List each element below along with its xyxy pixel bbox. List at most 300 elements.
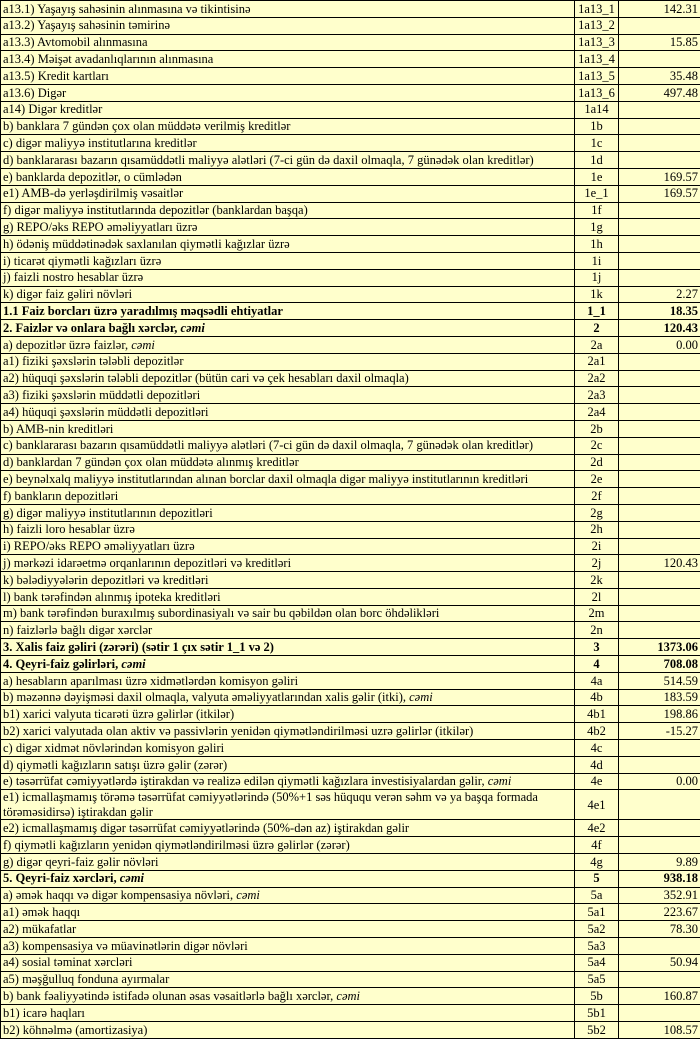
row-value xyxy=(619,740,700,757)
row-code: 4e2 xyxy=(575,820,619,837)
table-row-2j xyxy=(1,555,700,572)
table-row-4e xyxy=(1,773,700,790)
financial-report-table-body xyxy=(1,1,700,1039)
row-code: 5b2 xyxy=(575,1022,619,1039)
row-value: 0.00 xyxy=(619,773,700,790)
row-value: 169.57 xyxy=(619,168,700,185)
row-label xyxy=(1,437,575,454)
row-value xyxy=(619,118,700,135)
row-label-text: n) faizlərlə bağlı digər xərclər xyxy=(3,623,153,638)
row-code: 1f xyxy=(575,202,619,219)
row-label-text: 5. Qeyri-faiz xərcləri, xyxy=(3,871,120,886)
row-value xyxy=(619,504,700,521)
row-value xyxy=(619,622,700,639)
row-code: 1c xyxy=(575,135,619,152)
row-label xyxy=(1,820,575,837)
row-value xyxy=(619,1005,700,1022)
row-label-text: d) banklardan 7 gündən çox olan müddətə alınmış kreditlər xyxy=(3,455,299,470)
table-row-2a3 xyxy=(1,387,700,404)
row-code: 2b xyxy=(575,420,619,437)
row-label xyxy=(1,488,575,505)
table-row-1h xyxy=(1,236,700,253)
row-label-italic-suffix: cəmi xyxy=(487,774,512,789)
row-value: 160.87 xyxy=(619,988,700,1005)
table-row-1a13_1 xyxy=(1,1,700,18)
row-value: 2.27 xyxy=(619,286,700,303)
row-label-italic-suffix: cəmi xyxy=(336,989,361,1004)
row-label-text: a13.6) Digər xyxy=(3,85,67,100)
row-value: 35.48 xyxy=(619,68,700,85)
row-code: 5a xyxy=(575,887,619,904)
row-label-italic-suffix: cəmi xyxy=(121,656,146,671)
row-label-text: j) mərkəzi idarəetmə orqanlarının depozitləri və kreditləri xyxy=(3,555,292,570)
row-code: 4b2 xyxy=(575,723,619,740)
table-row-4b1 xyxy=(1,706,700,723)
row-label xyxy=(1,202,575,219)
row-label-text: 1.1 Faiz borcları üzrə yaradılmış məqsədli ehtiyatlar xyxy=(3,303,283,318)
row-label-text: a2) hüquqi şəxslərin tələbli depozitlər (bütün cari və çek hesabları daxil olmaqla) xyxy=(3,371,409,386)
row-label-text: c) banklararası bazarın qısamüddətli maliyyə alətləri (7-ci gün də daxil olmaqla, 7 günədək olan kreditlər) xyxy=(3,438,534,453)
table-row-1b xyxy=(1,118,700,135)
row-value xyxy=(619,387,700,404)
row-code: 1a13_4 xyxy=(575,51,619,68)
table-row-1a13_5 xyxy=(1,68,700,85)
row-label xyxy=(1,84,575,101)
row-label-text: h) ödəniş müddətinədək saxlanılan qiymətli kağızlar üzrə xyxy=(3,236,290,251)
row-value xyxy=(619,971,700,988)
table-row-1e xyxy=(1,168,700,185)
row-label-text: a1) əmək haqqı xyxy=(3,905,81,920)
table-row-1a14 xyxy=(1,101,700,118)
row-label-text: a1) fiziki şəxslərin tələbli depozitlər xyxy=(3,354,184,369)
table-row-4e2 xyxy=(1,820,700,837)
table-row-5a3 xyxy=(1,938,700,955)
table-row-5b1 xyxy=(1,1005,700,1022)
row-label-text: a13.3) Avtomobil alınmasına xyxy=(3,35,148,50)
row-code: 4e xyxy=(575,773,619,790)
row-label xyxy=(1,303,575,320)
table-row-2f xyxy=(1,488,700,505)
row-code: 5 xyxy=(575,870,619,887)
row-label xyxy=(1,34,575,51)
table-row-2a4 xyxy=(1,404,700,421)
row-value: 514.59 xyxy=(619,672,700,689)
row-code: 2e xyxy=(575,471,619,488)
row-code: 1a14 xyxy=(575,101,619,118)
row-label-text: k) digər faiz gəliri növləri xyxy=(3,287,133,302)
row-value xyxy=(619,454,700,471)
row-label-text: e) təsərrüfat cəmiyyətlərdə iştirakdan və realizə edilən qiymətli kağızlara investisiyalardan gəlir, xyxy=(3,774,488,789)
row-value xyxy=(619,135,700,152)
row-label xyxy=(1,723,575,740)
row-code: 2k xyxy=(575,572,619,589)
row-value xyxy=(619,219,700,236)
row-value: 198.86 xyxy=(619,706,700,723)
row-label xyxy=(1,1,575,18)
row-value xyxy=(619,370,700,387)
row-label-text: a3) fiziki şəxslərin müddətli depozitləri xyxy=(3,387,201,402)
row-code: 5b xyxy=(575,988,619,1005)
row-label-text: b1) icarə haqları xyxy=(3,1005,85,1020)
row-code: 1g xyxy=(575,219,619,236)
row-label xyxy=(1,672,575,689)
row-label xyxy=(1,954,575,971)
row-label xyxy=(1,387,575,404)
row-code: 2h xyxy=(575,521,619,538)
row-value: 50.94 xyxy=(619,954,700,971)
row-code: 5a1 xyxy=(575,904,619,921)
row-code: 2a3 xyxy=(575,387,619,404)
row-value: 497.48 xyxy=(619,84,700,101)
row-code: 1a13_3 xyxy=(575,34,619,51)
row-code: 1h xyxy=(575,236,619,253)
row-label xyxy=(1,68,575,85)
row-label xyxy=(1,286,575,303)
table-row-4b2 xyxy=(1,723,700,740)
row-label xyxy=(1,471,575,488)
row-label xyxy=(1,887,575,904)
row-label xyxy=(1,353,575,370)
row-label-text: e2) icmallaşmamış digər təsərrüfat cəmiyyətlərində (50%-dən az) iştirakdan gəlir xyxy=(3,821,410,836)
row-code: 1a13_2 xyxy=(575,17,619,34)
row-code: 1a13_5 xyxy=(575,68,619,85)
row-value: 142.31 xyxy=(619,1,700,18)
table-row-1a13_3 xyxy=(1,34,700,51)
row-label-text: a13.4) Məişət avadanlıqlarının alınmasına xyxy=(3,52,214,67)
table-row-2h xyxy=(1,521,700,538)
table-row-2l xyxy=(1,588,700,605)
row-value xyxy=(619,353,700,370)
table-row-2e xyxy=(1,471,700,488)
row-label xyxy=(1,639,575,656)
table-row-4e1 xyxy=(1,790,700,820)
row-value xyxy=(619,202,700,219)
row-label-text: f) digər maliyyə institutlarında depozitlər (banklardan başqa) xyxy=(3,203,308,218)
row-label xyxy=(1,454,575,471)
row-label-text: a) hesabların aparılması üzrə xidmətlərdən komisyon gəliri xyxy=(3,673,299,688)
row-label-text: b) AMB-nin kreditləri xyxy=(3,421,114,436)
row-label-text: a5) məşğulluq fonduna ayırmalar xyxy=(3,972,170,987)
row-code: 2l xyxy=(575,588,619,605)
row-label xyxy=(1,51,575,68)
row-value xyxy=(619,837,700,854)
row-label xyxy=(1,185,575,202)
row-label-text: a3) kompensasiya və müavinətlərin digər növləri xyxy=(3,938,248,953)
row-label-text: c) digər maliyyə institutlarına kreditlər xyxy=(3,136,197,151)
row-label-text: a13.2) Yaşayış sahəsinin təmirinə xyxy=(3,18,170,33)
row-label-text: a4) hüquqi şəxslərin müddətli depozitləri xyxy=(3,404,209,419)
table-row-5b2 xyxy=(1,1022,700,1039)
row-value: 120.43 xyxy=(619,320,700,337)
row-label xyxy=(1,219,575,236)
row-code: 2m xyxy=(575,605,619,622)
table-row-1_1 xyxy=(1,303,700,320)
table-row-2c xyxy=(1,437,700,454)
row-value xyxy=(619,236,700,253)
row-value xyxy=(619,756,700,773)
row-code: 5a4 xyxy=(575,954,619,971)
row-value xyxy=(619,605,700,622)
row-label xyxy=(1,938,575,955)
row-code: 1b xyxy=(575,118,619,135)
row-label-text: a13.5) Kredit kartları xyxy=(3,68,109,83)
table-row-1c xyxy=(1,135,700,152)
row-code: 3 xyxy=(575,639,619,656)
row-value: 352.91 xyxy=(619,887,700,904)
table-row-1k xyxy=(1,286,700,303)
row-label-italic-suffix: cəmi xyxy=(409,690,433,705)
row-label-text: b2) xarici valyutada olan aktiv və passivlərin yenidən qiymətləndirilməsi uzrə gəlirlər (itkilər) xyxy=(3,723,474,738)
row-code: 4b xyxy=(575,689,619,706)
row-code: 2a2 xyxy=(575,370,619,387)
row-label-text: b1) xarici valyuta ticarəti üzrə gəlirlər (itkilər) xyxy=(3,707,235,722)
row-label xyxy=(1,555,575,572)
table-row-2m xyxy=(1,605,700,622)
row-label-text: l) bank tərəfindən alınmış ipoteka kreditləri xyxy=(3,589,221,604)
row-value xyxy=(619,521,700,538)
row-label-text: b) bank fəaliyyətində istifadə olunan əsas vəsaitlərlə bağlı xərclər, xyxy=(3,989,337,1004)
row-code: 4c xyxy=(575,740,619,757)
row-label-text: c) digər xidmət növlərindən komisyon gəliri xyxy=(3,740,225,755)
row-code: 2f xyxy=(575,488,619,505)
row-label xyxy=(1,269,575,286)
row-code: 2n xyxy=(575,622,619,639)
row-code: 2d xyxy=(575,454,619,471)
row-code: 1e_1 xyxy=(575,185,619,202)
row-label-text: d) qiymətli kağızların satışı üzrə gəlir (zərər) xyxy=(3,757,228,772)
row-label xyxy=(1,168,575,185)
table-row-1a13_6 xyxy=(1,84,700,101)
row-label xyxy=(1,370,575,387)
row-label xyxy=(1,588,575,605)
row-label xyxy=(1,420,575,437)
row-label xyxy=(1,320,575,337)
row-label xyxy=(1,854,575,871)
row-label xyxy=(1,921,575,938)
row-value xyxy=(619,790,700,820)
row-label-text: b2) köhnəlmə (amortizasiya) xyxy=(3,1022,148,1037)
row-code: 1i xyxy=(575,252,619,269)
table-row-4d xyxy=(1,756,700,773)
row-label-text: k) bələdiyyələrin depozitləri və kreditləri xyxy=(3,572,209,587)
row-code: 1e xyxy=(575,168,619,185)
row-code: 2g xyxy=(575,504,619,521)
row-label-text: h) faizli loro hesablar üzrə xyxy=(3,522,135,537)
row-label xyxy=(1,135,575,152)
row-code: 1_1 xyxy=(575,303,619,320)
row-value: 18.35 xyxy=(619,303,700,320)
row-value: 183.59 xyxy=(619,689,700,706)
table-row-4f xyxy=(1,837,700,854)
row-label xyxy=(1,152,575,169)
row-value: 1373.06 xyxy=(619,639,700,656)
row-value xyxy=(619,820,700,837)
row-label-text: a4) sosial təminat xərcləri xyxy=(3,955,133,970)
row-label xyxy=(1,904,575,921)
row-label-text: e) beynəlxalq maliyyə institutlarından alınan borclar daxil olmaqla digər maliyyə institutlarının kreditləri xyxy=(3,471,529,486)
row-code: 1j xyxy=(575,269,619,286)
row-value: 169.57 xyxy=(619,185,700,202)
table-row-2i xyxy=(1,538,700,555)
row-code: 5a5 xyxy=(575,971,619,988)
row-label xyxy=(1,404,575,421)
table-row-1i xyxy=(1,252,700,269)
row-code: 1a13_6 xyxy=(575,84,619,101)
row-code: 1a13_1 xyxy=(575,1,619,18)
row-value: 223.67 xyxy=(619,904,700,921)
row-label xyxy=(1,1022,575,1039)
row-value xyxy=(619,51,700,68)
table-row-4c xyxy=(1,740,700,757)
row-value xyxy=(619,404,700,421)
table-row-3 xyxy=(1,639,700,656)
row-value: 9.89 xyxy=(619,854,700,871)
row-label-text: e) banklarda depozitlər, o cümlədən xyxy=(3,169,182,184)
row-label xyxy=(1,504,575,521)
table-row-4a xyxy=(1,672,700,689)
row-value xyxy=(619,488,700,505)
row-label-text: i) REPO/əks REPO əməliyyatları üzrə xyxy=(3,539,195,554)
row-label-text: a) əmək haqqı və digər kompensasiya növləri, xyxy=(3,888,237,903)
table-row-2n xyxy=(1,622,700,639)
row-value: 708.08 xyxy=(619,656,700,673)
table-row-1a13_4 xyxy=(1,51,700,68)
row-code: 4a xyxy=(575,672,619,689)
table-row-5b xyxy=(1,988,700,1005)
row-label-text: i) ticarət qiymətli kağızları üzrə xyxy=(3,253,162,268)
row-value xyxy=(619,538,700,555)
row-label xyxy=(1,837,575,854)
table-row-5a1 xyxy=(1,904,700,921)
row-label xyxy=(1,101,575,118)
table-row-2d xyxy=(1,454,700,471)
row-label xyxy=(1,689,575,706)
table-row-4b xyxy=(1,689,700,706)
row-value: 78.30 xyxy=(619,921,700,938)
row-value xyxy=(619,471,700,488)
row-label-italic-suffix: cəmi xyxy=(131,337,155,352)
table-row-1a13_2 xyxy=(1,17,700,34)
row-label-text: d) banklararası bazarın qısamüddətli maliyyə alətləri (7-ci gün də daxil olmaqla, 7 günədək olan kreditlər) xyxy=(3,152,534,167)
row-label xyxy=(1,656,575,673)
table-row-1e_1 xyxy=(1,185,700,202)
table-row-5a4 xyxy=(1,954,700,971)
row-label-text: a13.1) Yaşayış sahəsinin alınmasına və tikintisinə xyxy=(3,1,251,16)
table-row-1j xyxy=(1,269,700,286)
row-label-text: f) qiymətli kağızların yenidən qiymətləndirilməsi üzrə gəlirlər (zərər) xyxy=(3,837,350,852)
row-value: -15.27 xyxy=(619,723,700,740)
table-row-2a1 xyxy=(1,353,700,370)
row-label xyxy=(1,538,575,555)
row-code: 5b1 xyxy=(575,1005,619,1022)
row-code: 1k xyxy=(575,286,619,303)
row-value xyxy=(619,938,700,955)
table-row-5a5 xyxy=(1,971,700,988)
row-label-text: e1) AMB-də yerləşdirilmiş vəsaitlər xyxy=(3,186,184,201)
row-label-text: a2) mükafatlar xyxy=(3,921,77,936)
row-code: 2c xyxy=(575,437,619,454)
row-label xyxy=(1,17,575,34)
row-label-text: b) məzənnə dəyişməsi daxil olmaqla, valyuta əməliyyatlarından xalis gəlir (itki), xyxy=(3,690,410,705)
row-label xyxy=(1,252,575,269)
row-value xyxy=(619,101,700,118)
table-row-5a xyxy=(1,887,700,904)
row-code: 2a1 xyxy=(575,353,619,370)
table-row-1f xyxy=(1,202,700,219)
table-row-4 xyxy=(1,656,700,673)
row-value: 938.18 xyxy=(619,870,700,887)
row-code: 2i xyxy=(575,538,619,555)
row-label-text: a) depozitlər üzrə faizlər, xyxy=(3,337,132,352)
row-value xyxy=(619,152,700,169)
table-row-1g xyxy=(1,219,700,236)
row-label xyxy=(1,1005,575,1022)
row-label xyxy=(1,988,575,1005)
table-row-2 xyxy=(1,320,700,337)
row-code: 4d xyxy=(575,756,619,773)
table-row-2a xyxy=(1,336,700,353)
row-value: 108.57 xyxy=(619,1022,700,1039)
row-label-text: a14) Digər kreditlər xyxy=(3,102,103,117)
row-code: 2a4 xyxy=(575,404,619,421)
row-label xyxy=(1,790,575,820)
table-row-5a2 xyxy=(1,921,700,938)
row-label xyxy=(1,971,575,988)
row-label xyxy=(1,870,575,887)
row-code: 4g xyxy=(575,854,619,871)
row-label-text: 2. Faizlər və onlara bağlı xərclər, xyxy=(3,320,181,335)
row-label-italic-suffix: cəmi xyxy=(119,871,145,886)
row-label xyxy=(1,622,575,639)
row-value xyxy=(619,252,700,269)
row-label-text: g) digər qeyri-faiz gəlir növləri xyxy=(3,854,159,869)
row-label xyxy=(1,572,575,589)
row-label-text: g) REPO/əks REPO əməliyyatları üzrə xyxy=(3,220,198,234)
row-label-text: 4. Qeyri-faiz gəlirləri, xyxy=(3,656,122,671)
row-label-text: b) banklara 7 gündən çox olan müddətə verilmiş kreditlər xyxy=(3,119,291,134)
table-row-4g xyxy=(1,854,700,871)
row-value xyxy=(619,572,700,589)
table-row-2k xyxy=(1,572,700,589)
row-code: 4b1 xyxy=(575,706,619,723)
row-code: 2j xyxy=(575,555,619,572)
row-value: 0.00 xyxy=(619,336,700,353)
row-label xyxy=(1,118,575,135)
row-label xyxy=(1,605,575,622)
row-value xyxy=(619,588,700,605)
row-label-italic-suffix: cəmi xyxy=(236,888,260,903)
table-row-2g xyxy=(1,504,700,521)
row-value xyxy=(619,437,700,454)
row-value: 15.85 xyxy=(619,34,700,51)
row-label xyxy=(1,236,575,253)
row-code: 4e1 xyxy=(575,790,619,820)
row-label-text: m) bank tərəfindən buraxılmış subordinasiyalı və sair bu qəbildən olan borc öhdəlikləri xyxy=(3,606,440,621)
table-row-2a2 xyxy=(1,370,700,387)
row-value xyxy=(619,420,700,437)
row-code: 4f xyxy=(575,837,619,854)
row-code: 1d xyxy=(575,152,619,169)
row-code: 5a2 xyxy=(575,921,619,938)
table-row-1d xyxy=(1,152,700,169)
row-value xyxy=(619,269,700,286)
row-label-text: f) bankların depozitləri xyxy=(3,488,119,503)
row-label xyxy=(1,740,575,757)
row-label-text: g) digər maliyyə institutlarının depozitləri xyxy=(3,505,213,520)
row-code: 4 xyxy=(575,656,619,673)
row-label-text: 3. Xalis faiz gəliri (zərəri) (sətir 1 çıx sətir 1_1 və 2) xyxy=(3,639,274,654)
row-value: 120.43 xyxy=(619,555,700,572)
